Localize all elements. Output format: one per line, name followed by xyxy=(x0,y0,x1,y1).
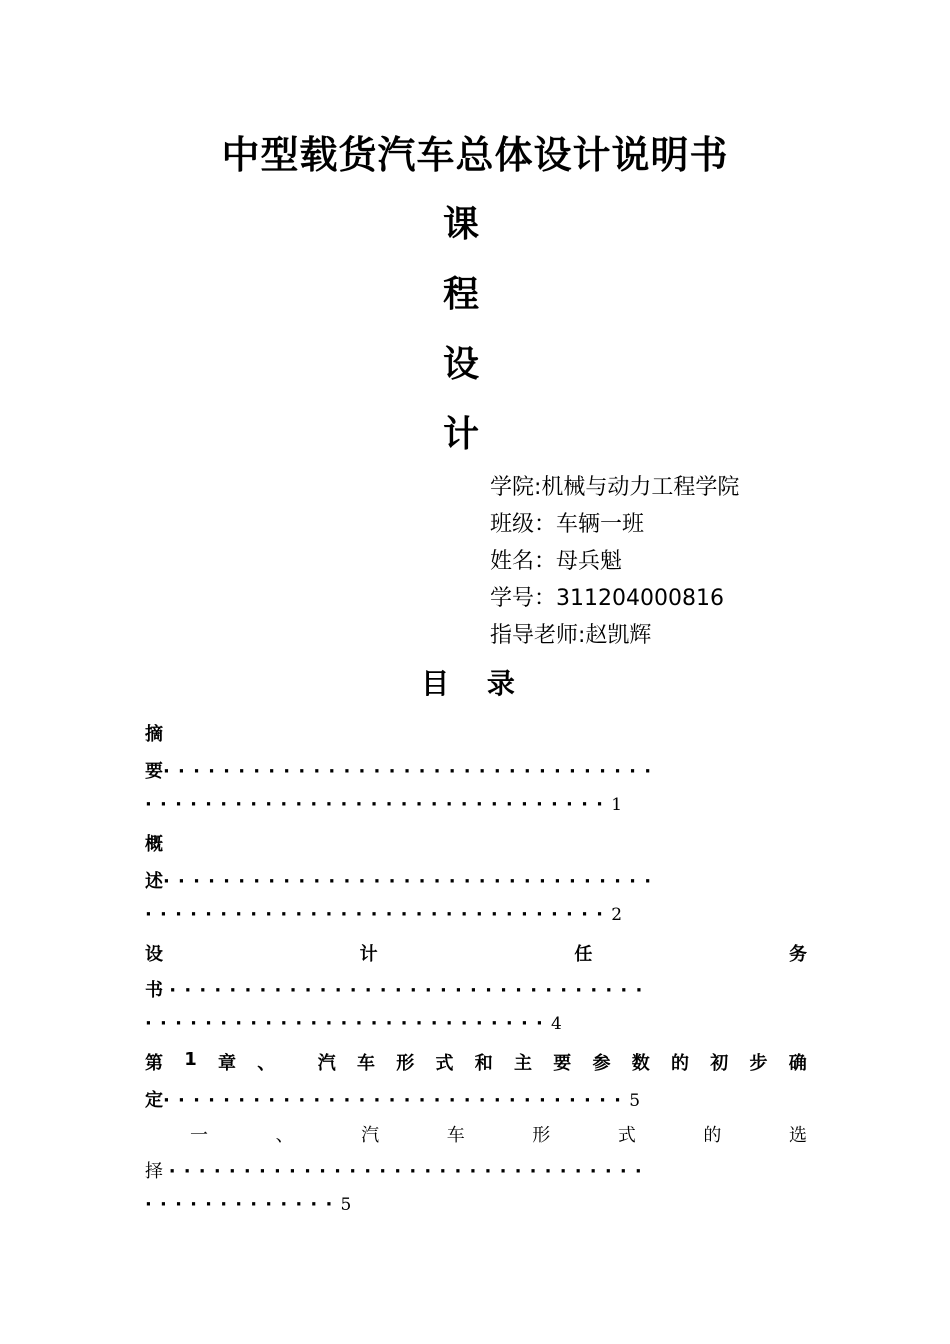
toc-entry-1-line2[interactable]: 要································· xyxy=(145,761,660,782)
toc-entry-4-line2[interactable]: 定·······························5 xyxy=(145,1090,641,1111)
toc-entry-4-line1[interactable]: 第 1 章 、 汽 车 形 式 和 主 要 参 数 的 初 步 确 xyxy=(145,1049,807,1074)
info-class: 班级：车辆一班 xyxy=(490,512,645,537)
vertical-char-4: 计 xyxy=(443,414,480,455)
toc-entry-5-line1[interactable]: 一 、 汽 车 形 式 的 选 xyxy=(190,1125,807,1146)
toc-entry-2-line3[interactable]: ·······························2 xyxy=(145,904,623,925)
toc-entry-3-line1[interactable]: 设 计 任 务 xyxy=(145,944,807,965)
toc-entry-2-line1[interactable]: 概 xyxy=(145,834,163,855)
toc-entry-2-line2[interactable]: 述································· xyxy=(145,871,660,892)
document-title: 中型载货汽车总体设计说明书 xyxy=(221,133,729,177)
toc-entry-5-line2[interactable]: 择 ································ xyxy=(145,1161,650,1182)
toc-entry-4-page: 5 xyxy=(629,1091,641,1111)
toc-entry-5-line3[interactable]: ·············5 xyxy=(145,1194,352,1215)
toc-entry-1-line1[interactable]: 摘 xyxy=(145,724,163,745)
info-name: 姓名：母兵魁 xyxy=(490,549,623,574)
toc-heading: 目 录 xyxy=(421,667,529,700)
toc-entry-3-line2[interactable]: 书 ································ xyxy=(145,980,651,1001)
toc-entry-3-line3[interactable]: ···························4 xyxy=(145,1013,562,1034)
toc-entry-3-page: 4 xyxy=(551,1014,562,1034)
info-advisor: 指导老师:赵凯辉 xyxy=(490,623,652,648)
vertical-char-3: 设 xyxy=(443,344,480,385)
toc-entry-1-page: 1 xyxy=(611,795,623,815)
vertical-char-2: 程 xyxy=(443,274,480,315)
toc-entry-2-page: 2 xyxy=(611,905,623,925)
info-college: 学院:机械与动力工程学院 xyxy=(490,475,740,500)
info-student-id: 学号：311204000816 xyxy=(490,586,724,611)
toc-entry-5-page: 5 xyxy=(340,1195,352,1215)
toc-entry-1-line3[interactable]: ·······························1 xyxy=(145,794,623,815)
vertical-char-1: 课 xyxy=(443,204,480,245)
